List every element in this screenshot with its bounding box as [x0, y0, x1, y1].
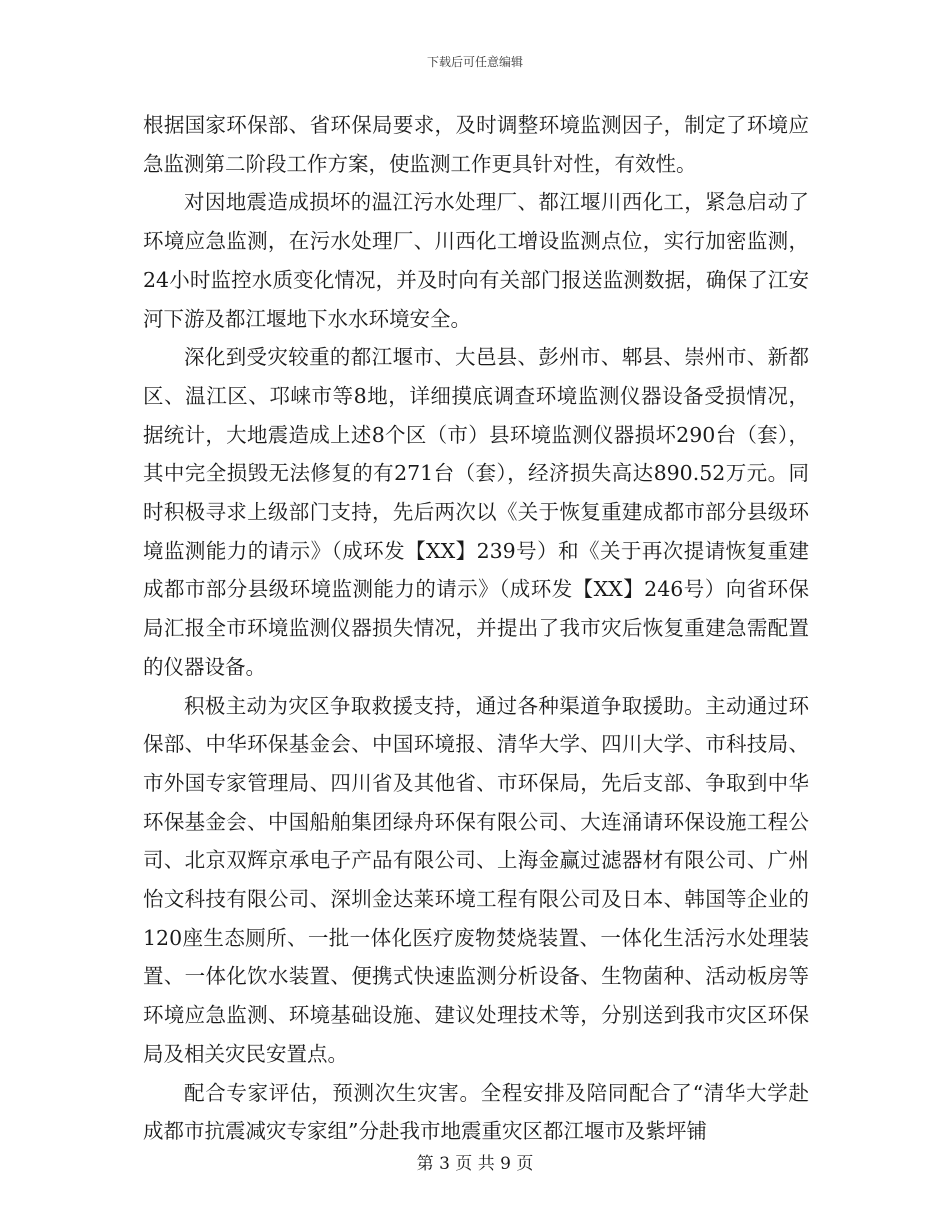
paragraph-emergency-monitoring: 对因地震造成损坏的温江污水处理厂、都江堰川西化工，紧急启动了环境应急监测，在污水处理厂、川西化工增设监测点位，实行加密监测，24小时监控水质变化情况，并及时向有关部门报送监测数据，确保了江安河下游及都江堰地下水水环境安全。: [143, 190, 809, 331]
paragraph-expert-assessment: 配合专家评估，预测次生灾害。全程安排及陪同配合了“清华大学赴成都市抗震减灾专家组”分赴我市地震重灾区都江堰市及紫坪铺: [143, 1080, 809, 1144]
paragraph-relief-support: 积极主动为灾区争取救援支持，通过各种渠道争取援助。主动通过环保部、中华环保基金会、中国环境报、清华大学、四川大学、市科技局、市外国专家管理局、四川省及其他省、市环保局，先后支部、争取到中华环保基金会、中国船舶集团绿舟环保有限公司、大连涌请环保设施工程公司、北京双辉京承电子产品有限公司、上海金赢过滤器材有限公司、广州怡文科技有限公司、深圳金达莱环境工程有限公司及日本、韩国等企业的120座生态厕所、一批一体化医疗废物焚烧装置、一体化生活污水处理装置、一体化饮水装置、便携式快速监测分析设备、生物菌种、活动板房等环境应急监测、环境基础设施、建议处理技术等，分别送到我市灾区环保局及相关灾民安置点。: [143, 693, 809, 1066]
paragraph-continuation: 根据国家环保部、省环保局要求，及时调整环境监测因子，制定了环境应急监测第二阶段工作方案，使监测工作更具针对性，有效性。: [143, 113, 809, 176]
paragraph-equipment-survey: 深化到受灾较重的都江堰市、大邑县、彭州市、郫县、崇州市、新都区、温江区、邛崃市等8地，详细摸底调查环境监测仪器设备受损情况，据统计，大地震造成上述8个区（市）县环境监测仪器损坏290台（套），其中完全损毁无法修复的有271台（套），经济损失高达890.52万元。同时积极寻求上级部门支持，先后两次以《关于恢复重建成都市部分县级环境监测能力的请示》（成环发【XX】239号）和《关于再次提请恢复重建成都市部分县级环境监测能力的请示》（成环发【XX】246号）向省环保局汇报全市环境监测仪器损失情况，并提出了我市灾后恢复重建急需配置的仪器设备。: [143, 345, 809, 679]
document-body: [143, 106, 809, 1151]
page-header-note: 下载后可任意编辑: [426, 55, 523, 69]
page-number-footer: 第 3 页 共 9 页: [416, 1154, 534, 1174]
